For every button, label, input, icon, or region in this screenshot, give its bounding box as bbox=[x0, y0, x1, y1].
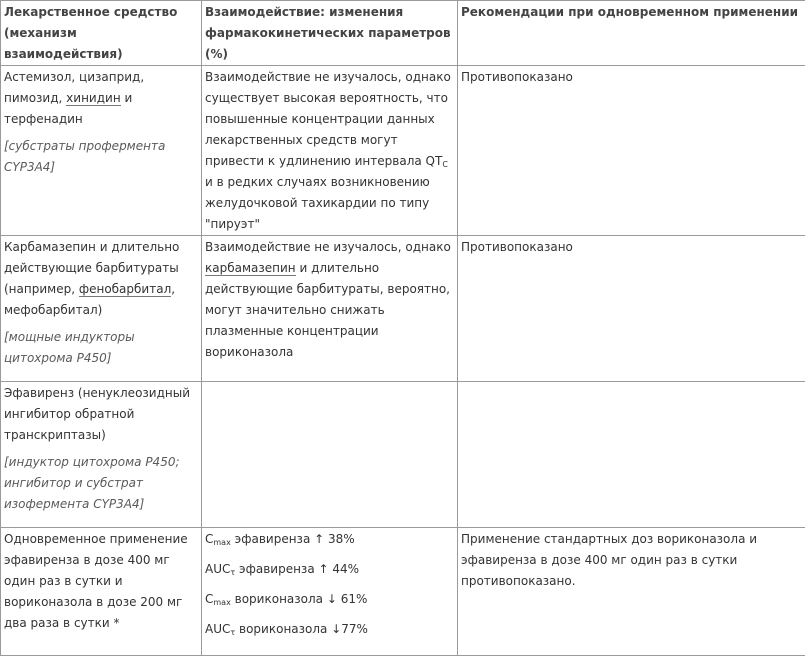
drug-cell bbox=[1, 66, 202, 236]
mechanism-note: [субстраты профермента CYP3A4] bbox=[4, 136, 198, 178]
drug-link-quinidine[interactable]: хинидин bbox=[66, 91, 121, 106]
recommendation-cell bbox=[458, 382, 805, 528]
drug-name: Астемизол, цизаприд, пимозид, хинидин и терфенадин bbox=[4, 67, 198, 130]
table-row bbox=[1, 382, 805, 528]
mechanism-note: [индуктор цитохрома P450; ингибитор и субстрат изофермента CYP3A4] bbox=[4, 452, 198, 515]
header-row bbox=[1, 1, 805, 66]
drug-link-carbamazepine[interactable]: карбамазепин bbox=[205, 261, 296, 276]
interaction-cell bbox=[202, 528, 458, 656]
drug-cell bbox=[1, 236, 202, 382]
interaction-cell: Взаимодействие не изучалось, однако карбамазепин и длительно действующие барбитураты, вероятно, могут значительно снижать плазменные концентрации вориконазола bbox=[202, 236, 458, 382]
table-row bbox=[1, 66, 805, 236]
pk-line: $AUC_\tau$ вориконазола ↓77% bbox=[205, 619, 454, 640]
arrow-up-icon: ↑ bbox=[314, 532, 324, 546]
recommendation-cell: Противопоказано bbox=[458, 236, 805, 382]
mechanism-note: [мощные индукторы цитохрома P450] bbox=[4, 327, 198, 369]
interaction-cell: Взаимодействие не изучалось, однако существует высокая вероятность, что повышенные концентрации данных лекарственных средств могут привести к удлинению интервала $QT_C$ и в редких случаях возникновению желудочковой тахикардии по типу "пируэт" bbox=[202, 66, 458, 236]
arrow-up-icon: ↑ bbox=[318, 562, 328, 576]
drug-cell: Одновременное применение эфавиренза в дозе 400 мг один раз в сутки и вориконазола в дозе 200 мг два раза в сутки * bbox=[1, 528, 202, 656]
drug-name: Карбамазепин и длительно действующие барбитураты (например, фенобарбитал, мефобарбитал) bbox=[4, 237, 198, 321]
arrow-down-icon: ↓ bbox=[327, 592, 337, 606]
table-row bbox=[1, 236, 805, 382]
recommendation-cell: Противопоказано bbox=[458, 66, 805, 236]
drug-cell bbox=[1, 382, 202, 528]
arrow-down-icon: ↓ bbox=[331, 622, 341, 636]
header-recommendation: Рекомендации при одновременном применении bbox=[458, 1, 805, 66]
header-drug: Лекарственное средство (механизм взаимодействия) bbox=[1, 1, 202, 66]
recommendation-cell: Применение стандартных доз вориконазола и эфавиренза в дозе 400 мг один раз в сутки противопоказано. bbox=[458, 528, 805, 656]
drug-name: Эфавиренз (ненуклеозидный ингибитор обратной транскриптазы) bbox=[4, 383, 198, 446]
interaction-cell bbox=[202, 382, 458, 528]
pk-line: $C_{max}$ эфавиренза ↑ 38% bbox=[205, 529, 454, 550]
header-interaction: Взаимодействие: изменения фармакокинетических параметров (%) bbox=[202, 1, 458, 66]
pk-line: $AUC_\tau$ эфавиренза ↑ 44% bbox=[205, 559, 454, 580]
table-row bbox=[1, 528, 805, 656]
drug-link-phenobarbital[interactable]: фенобарбитал bbox=[79, 282, 171, 297]
pk-line: $C_{max}$ вориконазола ↓ 61% bbox=[205, 589, 454, 610]
